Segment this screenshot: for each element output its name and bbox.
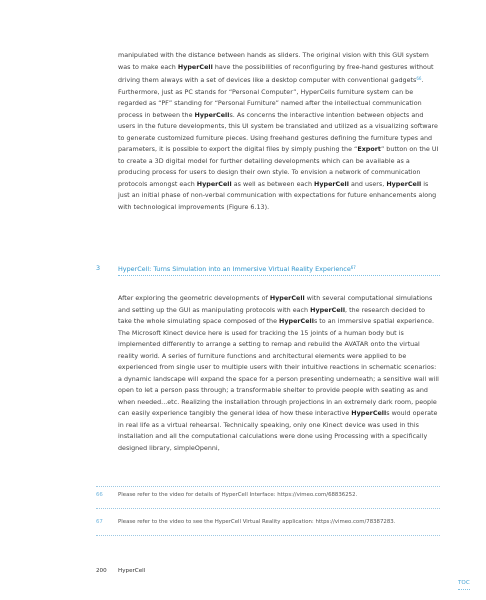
text-run: s to an immersive spatial experience. The Microsoft Kinect device here is used for tracking the 15 joints of a human body but is implemented differently to arrange a setting to remap and rebuild the AVATAR onto the virtual reality world. A series of furniture functions and architectural elements were applied to be experienced from single user to multiple users with their intuitive reactions in schematic scenarios: a dynamic landscape will expand the space for a person presenting underneath; a sensitive wall will open to let a person pass through; a transformable shelter to provide people with seating as and when needed...etc. Realizing the installation through projections in an extremely dark room, people can easily experience tangibly the general idea of how these interactive: [118, 318, 439, 418]
footnote-ref[interactable]: 66: [416, 76, 422, 82]
text-run: have the possibilities of reconfiguring by free-hand gestures without driving them always with a set of devices like a desktop computer with conventional gadgets: [118, 63, 434, 85]
body-paragraph-1: [118, 50, 440, 213]
toc-underline: [458, 589, 470, 590]
section-footnote-ref[interactable]: 67: [350, 265, 356, 270]
text-run: as well as between each: [231, 180, 315, 188]
bold-term: HyperCell: [269, 295, 305, 303]
body-paragraph-2: [118, 293, 440, 454]
bold-term: HyperCell: [177, 63, 213, 71]
section-underline: [118, 275, 440, 276]
section-number: 3: [96, 264, 101, 272]
text-run: . Furthermore, just as PC stands for “Personal Computer”, HyperCells furniture system can be regarded as “PF” standing for “Personal Furniture” named after the intellectual communication process in between the: [118, 77, 424, 119]
section-title: HyperCell: Turns Simulation into an Immersive Virtual Reality Experience$^{67}$: [118, 265, 356, 273]
text-run: After exploring the geometric developments of: [118, 295, 270, 303]
bold-term: HyperCell: [310, 306, 346, 314]
bold-term: HyperCell: [196, 180, 232, 188]
footnote-number: 67: [96, 519, 103, 525]
bold-term: HyperCell: [194, 111, 230, 119]
text-run: is just an initial phase of non-verbal communication with expectations for future enhancements along with technological improvements (Figure 6.13).: [118, 180, 437, 211]
section-heading: [96, 263, 440, 275]
footnote-text[interactable]: Please refer to the video to see the HyperCell Virtual Reality application: https://vimeo.com/78387283.: [118, 519, 396, 525]
bold-term: HyperCell: [386, 180, 422, 188]
text-run: and users,: [348, 180, 387, 188]
footnote-divider: [96, 535, 440, 536]
bold-term: HyperCell: [351, 410, 387, 418]
text-run: ” button on the UI to create a 3D digital model for further detailing developments which can be available as a producing process for users to design their own style. To envision a network of communication protocols amongst each: [118, 146, 439, 188]
running-title: HyperCell: [118, 568, 146, 574]
text-run: s. As concerns the interactive intention between objects and users in the future developments, this UI system be translated and utilized as a visualizing software to generate customized furniture pieces. Using freehand gestures defining the furniture types and parameters, it is possible to export the digital files by simply pushing the “: [118, 111, 438, 154]
text-run: , the research decided to take the whole simulating space composed of the: [118, 306, 425, 326]
text-run: with several computational simulations and setting up the GUI as manipulating protocols with each: [118, 295, 433, 314]
bold-term: HyperCell: [279, 318, 314, 326]
bold-term: Export: [357, 146, 381, 154]
page-number: 200: [96, 568, 107, 574]
footnote-divider: [96, 486, 440, 487]
bold-term: HyperCell: [314, 180, 349, 188]
footnote-number: 66: [96, 492, 103, 498]
footnote-divider: [96, 508, 440, 509]
text-run: manipulated with the distance between hands as sliders. The original vision with this GUI system was to make each: [118, 52, 429, 71]
footnote-text[interactable]: Please refer to the video for details of HyperCell Interface: https://vimeo.com/68836252.: [118, 492, 358, 498]
toc-link[interactable]: TOC: [458, 580, 470, 586]
text-run: s would operate in real life as a virtual rehearsal. Technically speaking, only one Kinect device was used in this installation and all the computational calculations were done using Processing with a specifically designed library, simpleOpenni,: [118, 410, 438, 452]
